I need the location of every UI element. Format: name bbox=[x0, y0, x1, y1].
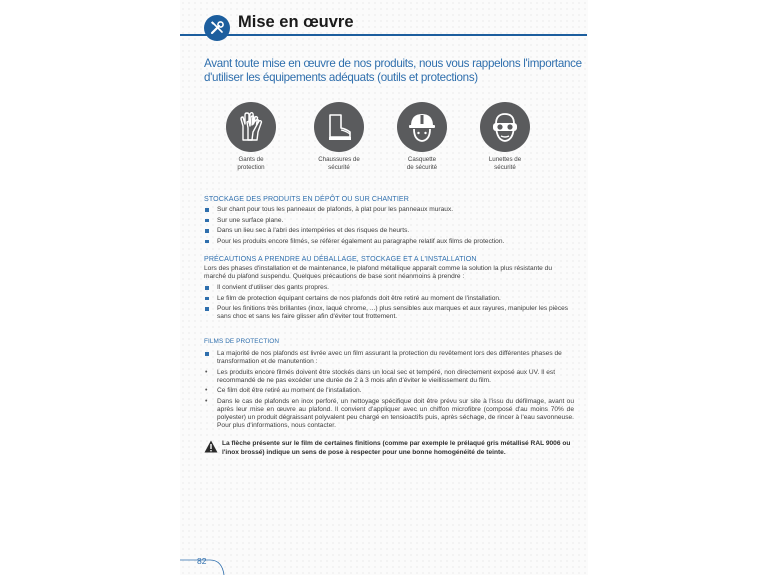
tools-icon bbox=[204, 15, 230, 41]
page-number-ornament bbox=[180, 548, 240, 575]
list-item: • Les produits encore filmés doivent être stockés dans un local sec et tempéré, non directement exposé aux UV. Il est recommandé de ne pas excéder une durée de 2 à 3 mois afin d'éviter le vieillissement du film. bbox=[205, 368, 556, 384]
ppe-item-goggles bbox=[470, 102, 540, 171]
warning-note bbox=[204, 439, 574, 458]
films-section bbox=[204, 338, 574, 432]
warning-text: La flèche présente sur le film de certaines finitions (comme par exemple le prélaqué gris métallisé RAL 9006 ou l'inox brossé) indique un sens de pose à respecter pour une bonne homogénéité de teinte. bbox=[222, 440, 571, 456]
list-item: La majorité de nos plafonds est livrée avec un film assurant la protection du revêtement lors des différentes phases de transformation et de manutention : bbox=[204, 350, 574, 366]
storage-list bbox=[204, 206, 574, 246]
helmet-icon bbox=[397, 102, 447, 152]
list-item: Il convient d'utiliser des gants propres. bbox=[204, 284, 574, 292]
goggles-icon bbox=[480, 102, 530, 152]
ppe-caption: Gants de protection bbox=[237, 156, 265, 171]
warning-icon bbox=[204, 440, 218, 458]
boots-icon bbox=[314, 102, 364, 152]
gloves-icon bbox=[226, 102, 276, 152]
ppe-item-helmet bbox=[387, 102, 457, 171]
films-list bbox=[204, 350, 574, 430]
ppe-item-gloves bbox=[216, 102, 286, 171]
section-title: FILMS DE PROTECTION bbox=[204, 338, 280, 345]
list-item: • Ce film doit être retiré au moment de l'installation. bbox=[205, 387, 362, 395]
list-item: Sur une surface plane. bbox=[204, 217, 574, 225]
storage-section bbox=[204, 195, 574, 248]
intro-text: Avant toute mise en œuvre de nos produits, nous vous rappelons l'importance d'utiliser les équipements adéquats (outils et protections) bbox=[204, 57, 582, 84]
list-item: Dans un lieu sec à l'abri des intempéries et des risques de heurts. bbox=[204, 227, 574, 235]
ppe-caption: Casquette de sécurité bbox=[406, 156, 438, 171]
list-item: Le film de protection équipant certains de nos plafonds doit être retiré au moment de l'installation. bbox=[204, 295, 574, 303]
ppe-caption: Lunettes de sécurité bbox=[488, 156, 522, 171]
precautions-section bbox=[204, 255, 574, 324]
ppe-caption: Chaussures de sécurité bbox=[318, 156, 360, 171]
title-divider bbox=[180, 34, 587, 36]
list-item: Pour les finitions très brillantes (inox, laqué chrome, ...) plus sensibles aux marques et aux rayures, manipuler les pièces sans choc et sans les faire glisser afin d'éviter tout frottement. bbox=[204, 305, 574, 321]
section-intro: Lors des phases d'installation et de maintenance, le plafond métallique apparaît comme la solution la plus résistante du marché du plafond suspendu. Quelques précautions de base sont néanmoins à prendre : bbox=[204, 265, 553, 280]
list-item: Sur chant pour tous les panneaux de plafonds, à plat pour les panneaux muraux. bbox=[204, 206, 574, 214]
list-item: • Dans le cas de plafonds en inox perforé, un nettoyage spécifique doit être prévu sur site à l'issu du défilmage, avant ou après leur mise en œuvre au plafond. Il convient d'appliquer avec un chiffon microfibre (composé d'au moins 70% de polyester) un produit dégraissant polyvalent peu chargé en tensioactifs puis, après séchage, de rincer à l'eau savonneuse. Pour plus d'informations, nous contacter. bbox=[205, 397, 574, 429]
section-title: PRÉCAUTIONS A PRENDRE AU DÉBALLAGE, STOCKAGE ET A L'INSTALLATION bbox=[204, 255, 477, 263]
precautions-list bbox=[204, 284, 574, 321]
ppe-icons-row bbox=[216, 102, 536, 174]
list-item: Pour les produits encore filmés, se référer également au paragraphe relatif aux films de protection. bbox=[204, 238, 574, 246]
ppe-item-boots bbox=[304, 102, 374, 171]
page-title: Mise en œuvre bbox=[238, 13, 354, 31]
page-number: 82 bbox=[197, 556, 207, 566]
section-title: STOCKAGE DES PRODUITS EN DÉPÔT OU SUR CHANTIER bbox=[204, 195, 409, 203]
